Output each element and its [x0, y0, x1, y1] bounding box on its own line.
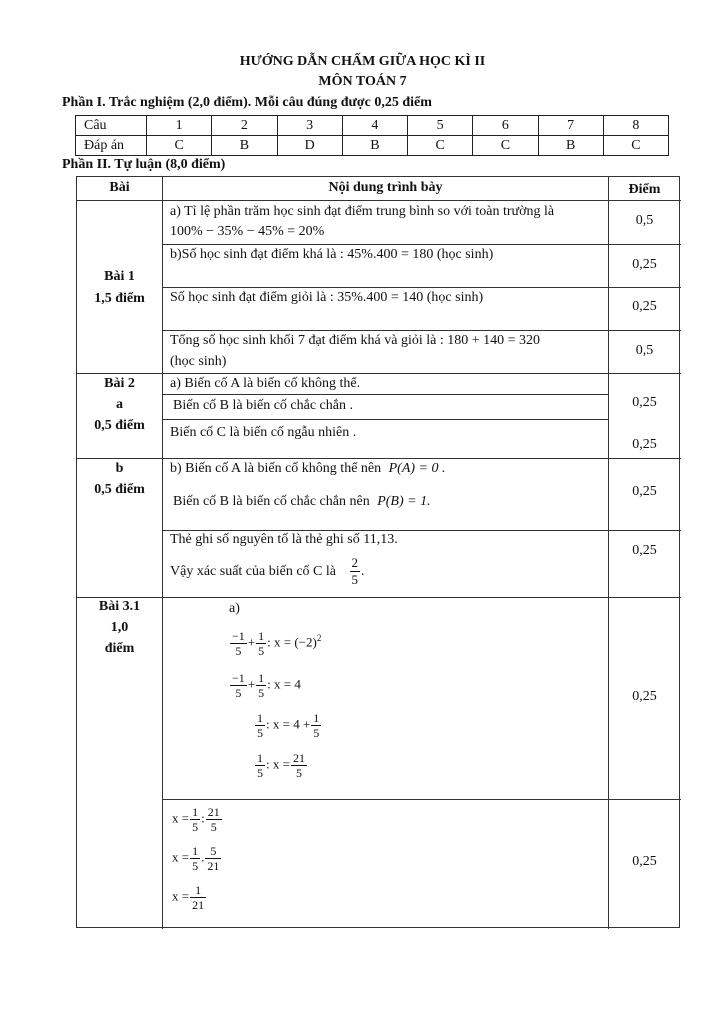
bai1-d-score: 0,5	[635, 343, 654, 358]
equation-2	[229, 671, 301, 700]
table-cell: 7	[538, 116, 603, 136]
essay-table	[76, 176, 680, 928]
table-row	[76, 116, 669, 136]
bai1-points: 1,5 điểm	[94, 291, 145, 306]
doc-title: HƯỚNG DẪN CHẤM GIỮA HỌC KÌ II	[239, 54, 486, 69]
bai2a-line3: Biến cố C là biến cố ngẫu nhiên .	[170, 425, 357, 440]
fraction-denominator: 5	[235, 644, 242, 658]
table-cell: D	[277, 136, 342, 156]
fraction	[256, 629, 266, 658]
plus-sign: +	[247, 676, 256, 692]
bai1-a-score: 0,5	[635, 213, 654, 228]
x-equals: x =	[172, 849, 190, 865]
table-cell: B	[212, 136, 277, 156]
row-divider	[162, 419, 608, 420]
equation-7	[172, 883, 207, 912]
table-cell: C	[473, 136, 538, 156]
row-divider	[162, 394, 608, 395]
table-cell: 5	[408, 116, 473, 136]
fraction-denominator: 5	[258, 686, 265, 700]
bai2b-label: b	[115, 461, 124, 476]
fraction-numerator: 1	[192, 844, 199, 858]
table-cell: C	[603, 136, 668, 156]
bai2b-line2-text: Biến cố B là biến cố chắc chắn nên	[173, 494, 370, 509]
fraction-numerator: 21	[207, 805, 220, 819]
fraction	[291, 751, 307, 780]
row-divider	[162, 799, 681, 800]
equation-4	[254, 751, 308, 780]
fraction-denominator: 5	[258, 644, 265, 658]
bai2b-line4: Vậy xác suất của biến cố C là $\frac{2}{5}$ .	[170, 555, 365, 588]
header-bai: Bài	[109, 180, 130, 195]
fraction-denominator: 5	[295, 766, 302, 780]
row-label-cau: Câu	[76, 116, 147, 136]
table-cell: C	[147, 136, 212, 156]
equation-3	[254, 711, 322, 740]
bai1-c-score: 0,25	[632, 299, 657, 314]
table-cell: 1	[147, 116, 212, 136]
bai31-label: Bài 3.1	[98, 599, 141, 614]
bai1-b-score: 0,25	[632, 257, 657, 272]
fraction-denominator: 21	[192, 898, 205, 912]
fraction	[230, 671, 247, 700]
bai1-c-line: Số học sinh đạt điểm giỏi là : 35%.400 = 140 (học sinh)	[170, 290, 484, 305]
bai31-points: 1,0	[110, 620, 129, 635]
fraction	[190, 883, 206, 912]
fraction	[255, 751, 265, 780]
table-row	[76, 136, 669, 156]
fraction-denominator: 5	[351, 572, 358, 588]
plus-sign: +	[247, 634, 256, 650]
bai2a-points: 0,5 điểm	[94, 418, 145, 433]
part1-heading: Phần I. Trắc nghiệm (2,0 điểm). Mỗi câu đúng được 0,25 điểm	[62, 95, 432, 110]
bai2a-score1: 0,25	[632, 395, 657, 410]
table-cell: 2	[212, 116, 277, 136]
fraction-numerator: 5	[205, 844, 221, 859]
bai31-points-unit: điểm	[104, 641, 135, 656]
bai2-label: Bài 2	[104, 376, 135, 391]
fraction-denominator: 5	[235, 686, 242, 700]
fraction-numerator: 1	[258, 671, 265, 685]
answer-table	[75, 115, 669, 156]
fraction	[190, 805, 200, 834]
bai1-d-line1: Tổng số học sinh khối 7 đạt điểm khá và giỏi là : 180 + 140 = 320	[170, 333, 541, 348]
fraction	[190, 844, 200, 873]
fraction-denominator: 5	[257, 726, 263, 740]
equation-5	[172, 805, 223, 834]
bai2a-score2: 0,25	[632, 437, 657, 452]
bai2a-label: a	[116, 397, 123, 412]
equation-middle: : x =	[266, 756, 290, 772]
bai31-score2: 0,25	[632, 854, 657, 869]
equation-6	[172, 844, 222, 873]
fraction-denominator: 5	[192, 859, 199, 873]
bai2b-line1-math: P(A) = 0 .	[388, 461, 446, 476]
bai2b-line2-math: P(B) = 1.	[377, 494, 431, 509]
colon-sign: :	[201, 810, 205, 826]
equation-middle: : x = 4 +	[266, 716, 311, 732]
bai1-a-line1: a) Tỉ lệ phần trăm học sinh đạt điểm trung bình so với toàn trường là	[170, 204, 555, 219]
dot-sign: .	[201, 849, 205, 865]
probability-fraction	[350, 555, 361, 588]
doc-subtitle: MÔN TOÁN 7	[318, 74, 407, 89]
fraction-denominator: 5	[192, 820, 199, 834]
fraction-denominator: 5	[313, 726, 320, 740]
equation-1	[229, 629, 321, 658]
exponent: 2	[316, 633, 322, 644]
col-divider	[162, 177, 163, 929]
table-cell: 3	[277, 116, 342, 136]
bai2b-line4-text: Vậy xác suất của biến cố C là	[170, 564, 336, 579]
x-equals: x =	[172, 810, 190, 826]
bai1-d-line2: (học sinh)	[170, 354, 227, 369]
fraction	[205, 844, 221, 873]
equation-rhs: : x = 4	[267, 676, 301, 692]
fraction-numerator: 1	[192, 805, 199, 819]
table-cell: 6	[473, 116, 538, 136]
fraction-numerator: 1	[313, 711, 320, 725]
fraction-numerator: 21	[292, 751, 305, 765]
bai31-score1: 0,25	[632, 689, 657, 704]
bai2b-points: 0,5 điểm	[94, 482, 145, 497]
fraction-denominator: 21	[207, 859, 220, 873]
fraction-numerator: 1	[258, 629, 265, 643]
fraction-denominator: 5	[257, 766, 263, 780]
bai2a-line1: a) Biến cố A là biến cố không thể.	[170, 376, 361, 391]
fraction	[311, 711, 321, 740]
fraction	[206, 805, 222, 834]
header-content: Nội dung trình bày	[328, 180, 443, 195]
bai1-label: Bài 1	[104, 269, 135, 284]
table-cell: C	[408, 136, 473, 156]
fraction	[230, 629, 247, 658]
fraction-denominator: 5	[210, 820, 217, 834]
table-cell: B	[538, 136, 603, 156]
fraction-numerator: 1	[257, 711, 263, 725]
bai2b-line2	[173, 492, 431, 512]
row-divider	[77, 373, 681, 374]
row-label-dap-an: Đáp án	[76, 136, 147, 156]
bai2a-line2: Biến cố B là biến cố chắc chắn .	[173, 398, 353, 413]
bai2b-score1: 0,25	[632, 484, 657, 499]
fraction-numerator: 2	[351, 555, 358, 571]
row-divider	[77, 597, 681, 598]
table-cell: 8	[603, 116, 668, 136]
part2-heading: Phần II. Tự luận (8,0 điểm)	[62, 157, 226, 172]
bai2b-line3: Thẻ ghi số nguyên tố là thẻ ghi số 11,13.	[170, 532, 398, 547]
bai31-part-a: a)	[229, 601, 240, 616]
row-divider	[77, 200, 681, 201]
bai1-b-line: b)Số học sinh đạt điểm khá là : 45%.400 = 180 (học sinh)	[170, 247, 494, 262]
bai1-a-line2: 100% − 35% − 45% = 20%	[170, 224, 325, 239]
fraction-numerator: 1	[257, 751, 263, 765]
bai2b-line1-text: b) Biến cố A là biến cố không thể nên	[170, 461, 382, 476]
fraction-numerator: −1	[232, 629, 245, 643]
fraction-numerator: 1	[190, 883, 206, 898]
bai2b-score2: 0,25	[632, 543, 657, 558]
fraction	[256, 671, 266, 700]
equation-rhs: : x = (−2)	[267, 634, 317, 650]
fraction	[255, 711, 265, 740]
bai2b-line1	[170, 459, 446, 479]
fraction-numerator: −1	[232, 671, 245, 685]
table-cell: 4	[342, 116, 407, 136]
table-cell: B	[342, 136, 407, 156]
header-score: Điểm	[628, 182, 661, 197]
x-equals: x =	[172, 888, 190, 904]
